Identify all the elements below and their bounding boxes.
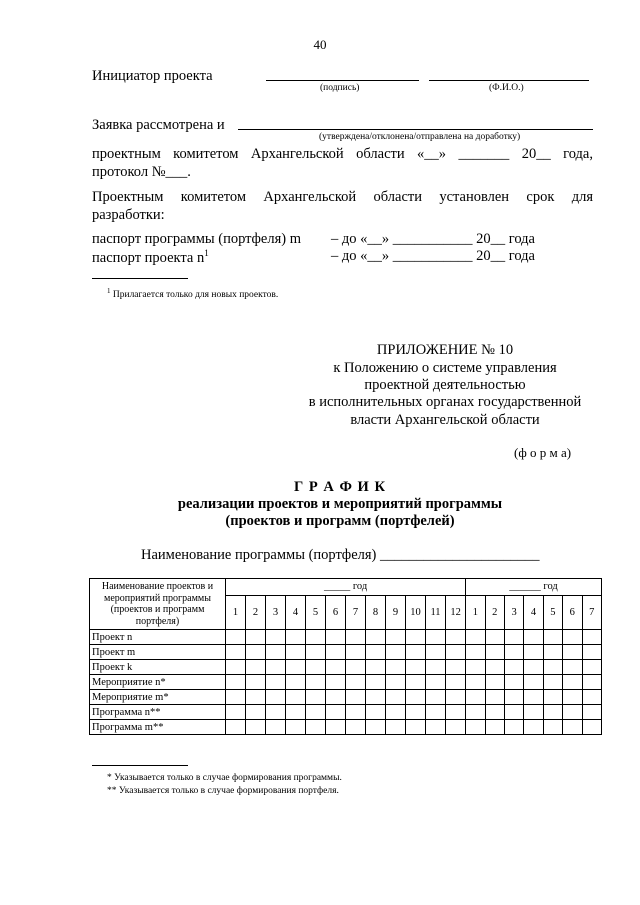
schedule-cell [346,675,366,690]
schedule-cell [563,645,582,660]
appendix-line4: в исполнительных органах государственной [308,394,582,410]
schedule-cell [524,720,543,735]
schedule-subtitle-1: реализации проектов и мероприятий программы [177,496,503,512]
schedule-cell [543,705,562,720]
schedule-cell [446,690,466,705]
schedule-cell [426,705,446,720]
schedule-cell [504,645,523,660]
schedule-cell [386,645,406,660]
schedule-cell [306,660,326,675]
initiator-label: Инициатор проекта [92,68,213,84]
schedule-cell [543,630,562,645]
schedule-cell [446,645,466,660]
month-cell-year1: 5 [306,595,326,629]
schedule-cell [366,690,386,705]
status-caption: (утверждена/отклонена/отправлена на доработку) [319,132,521,142]
year1-header: _____ год [226,579,466,596]
row-name-cell: Проект m [90,645,226,660]
table-header-row [90,579,602,596]
schedule-cell [582,720,601,735]
schedule-cell [366,705,386,720]
schedule-cell [366,720,386,735]
schedule-cell [504,675,523,690]
schedule-cell [543,720,562,735]
review-label: Заявка рассмотрена и [92,117,225,133]
row-name-cell: Программа n** [90,705,226,720]
table-row [90,705,602,720]
table-row [90,660,602,675]
schedule-cell [524,690,543,705]
schedule-cell [226,660,246,675]
year2-header: ______ год [466,579,602,596]
deadline-project-value: – до «__» ___________ 20__ года [331,248,535,264]
schedule-cell [366,660,386,675]
row-name-cell: Проект n [90,630,226,645]
schedule-cell [386,675,406,690]
page-number: 40 [313,37,327,52]
row-name-cell: Программа m** [90,720,226,735]
schedule-subtitle-2: (проектов и программ (портфелей) [225,513,455,529]
schedule-cell [406,720,426,735]
schedule-cell [426,720,446,735]
month-cell-year2: 1 [466,595,485,629]
schedule-cell [504,660,523,675]
schedule-cell [286,630,306,645]
schedule-cell [582,705,601,720]
schedule-cell [346,630,366,645]
schedule-cell [246,675,266,690]
schedule-cell [446,675,466,690]
schedule-cell [582,630,601,645]
schedule-cell [326,675,346,690]
schedule-cell [286,690,306,705]
schedule-cell [543,675,562,690]
schedule-cell [524,645,543,660]
schedule-cell [246,705,266,720]
schedule-cell [306,675,326,690]
schedule-cell [306,645,326,660]
schedule-title: Г Р А Ф И К [294,479,386,495]
month-cell-year1: 9 [386,595,406,629]
header-name-cell: Наименование проектов и мероприятий программы (проектов и программ портфеля) [90,579,226,630]
month-cell-year1: 10 [406,595,426,629]
schedule-cell [504,630,523,645]
schedule-cell [563,660,582,675]
schedule-cell [246,690,266,705]
schedule-cell [226,705,246,720]
table-row [90,720,602,735]
table-row [90,645,602,660]
fio-caption: (Ф.И.О.) [489,83,524,93]
schedule-cell [366,630,386,645]
footnote-separator [92,278,188,279]
table-row [90,630,602,645]
schedule-cell [524,705,543,720]
schedule-cell [346,720,366,735]
month-cell-year1: 8 [366,595,386,629]
schedule-cell [266,675,286,690]
schedule-cell [563,705,582,720]
program-name-field: Наименование программы (портфеля) ______________________ [141,547,540,563]
footnote-program: * Указывается только в случае формирования программы. [107,773,342,783]
signature-caption: (подпись) [320,83,360,93]
schedule-cell [326,645,346,660]
form-label: (ф о р м а) [514,445,572,460]
appendix-line3: проектной деятельностью [364,377,526,393]
schedule-cell [504,690,523,705]
fio-line [429,80,589,81]
schedule-cell [346,690,366,705]
appendix-line2: к Положению о системе управления [333,360,557,376]
deadline-program-label: паспорт программы (портфеля) m [92,231,301,247]
schedule-cell [386,690,406,705]
month-cell-year1: 7 [346,595,366,629]
month-cell-year2: 4 [524,595,543,629]
schedule-cell [582,675,601,690]
schedule-cell [266,690,286,705]
schedule-cell [326,705,346,720]
schedule-cell [504,720,523,735]
schedule-table [89,578,602,735]
schedule-cell [582,660,601,675]
deadline-program-value: – до «__» ___________ 20__ года [331,231,535,247]
schedule-cell [386,660,406,675]
footnote-ref: 1 [204,248,209,258]
schedule-cell [266,705,286,720]
table-row [90,675,602,690]
schedule-cell [406,675,426,690]
footnotes-separator [92,765,188,766]
schedule-cell [326,630,346,645]
schedule-cell [426,645,446,660]
schedule-cell [286,660,306,675]
schedule-cell [406,645,426,660]
footnote-portfolio: ** Указывается только в случае формирования портфеля. [107,786,339,796]
schedule-cell [563,690,582,705]
month-cell-year2: 2 [485,595,504,629]
row-name-cell: Мероприятие n* [90,675,226,690]
schedule-cell [504,705,523,720]
schedule-cell [346,660,366,675]
footnote-1: $^1$ Прилагается только для новых проектов. [107,287,279,301]
schedule-cell [426,675,446,690]
schedule-cell [266,660,286,675]
month-cell-year1: 2 [246,595,266,629]
schedule-cell [386,630,406,645]
schedule-cell [346,705,366,720]
month-cell-year1: 12 [446,595,466,629]
schedule-cell [366,645,386,660]
schedule-cell [485,645,504,660]
schedule-cell [306,630,326,645]
schedule-cell [406,690,426,705]
month-cell-year2: 5 [543,595,562,629]
month-cell-year1: 6 [326,595,346,629]
schedule-cell [326,690,346,705]
schedule-cell [246,630,266,645]
schedule-cell [563,675,582,690]
schedule-cell [226,690,246,705]
schedule-cell [386,705,406,720]
schedule-cell [466,675,485,690]
schedule-cell [346,645,366,660]
schedule-cell [246,660,266,675]
schedule-cell [563,720,582,735]
appendix-title: ПРИЛОЖЕНИЕ № 10 [376,342,514,358]
schedule-cell [446,720,466,735]
schedule-cell [246,720,266,735]
schedule-cell [406,705,426,720]
schedule-cell [446,705,466,720]
month-cell-year1: 11 [426,595,446,629]
schedule-cell [466,645,485,660]
review-line2: протокол №___. [92,164,191,180]
schedule-cell [266,645,286,660]
schedule-cell [286,705,306,720]
schedule-cell [485,630,504,645]
schedule-cell [524,675,543,690]
schedule-cell [543,645,562,660]
schedule-cell [524,660,543,675]
row-name-cell: Проект k [90,660,226,675]
schedule-cell [426,630,446,645]
deadline-line1: Проектным комитетом Архангельской области установлен срок для [92,189,593,205]
schedule-cell [466,705,485,720]
schedule-cell [582,645,601,660]
schedule-cell [446,660,466,675]
appendix-line5: власти Архангельской области [350,412,540,428]
schedule-cell [543,660,562,675]
month-cell-year1: 3 [266,595,286,629]
schedule-cell [485,720,504,735]
schedule-cell [466,630,485,645]
schedule-cell [366,675,386,690]
schedule-cell [306,720,326,735]
schedule-cell [426,690,446,705]
schedule-cell [266,720,286,735]
schedule-cell [306,705,326,720]
schedule-cell [406,660,426,675]
schedule-cell [485,690,504,705]
schedule-cell [543,690,562,705]
schedule-cell [466,690,485,705]
schedule-cell [582,690,601,705]
schedule-cell [485,660,504,675]
schedule-cell [406,630,426,645]
review-line1: проектным комитетом Архангельской области «__» _______ 20__ года, [92,146,593,162]
month-cell-year2: 7 [582,595,601,629]
schedule-cell [446,630,466,645]
signature-line [266,80,419,81]
schedule-cell [266,630,286,645]
month-cell-year2: 6 [563,595,582,629]
schedule-cell [246,645,266,660]
schedule-cell [286,645,306,660]
schedule-cell [524,630,543,645]
schedule-cell [226,720,246,735]
schedule-cell [485,675,504,690]
schedule-cell [226,645,246,660]
schedule-cell [306,690,326,705]
schedule-cell [466,720,485,735]
deadline-line2: разработки: [92,207,165,223]
schedule-cell [466,660,485,675]
schedule-cell [426,660,446,675]
schedule-cell [386,720,406,735]
schedule-cell [326,720,346,735]
schedule-cell [563,630,582,645]
month-cell-year2: 3 [504,595,523,629]
table-row [90,690,602,705]
schedule-cell [485,705,504,720]
schedule-cell [286,720,306,735]
month-cell-year1: 4 [286,595,306,629]
schedule-cell [286,675,306,690]
schedule-cell [226,630,246,645]
schedule-cell [226,675,246,690]
month-cell-year1: 1 [226,595,246,629]
schedule-cell [326,660,346,675]
row-name-cell: Мероприятие m* [90,690,226,705]
status-line [238,129,593,130]
deadline-project-label: паспорт проекта $n^1$ [92,248,209,266]
